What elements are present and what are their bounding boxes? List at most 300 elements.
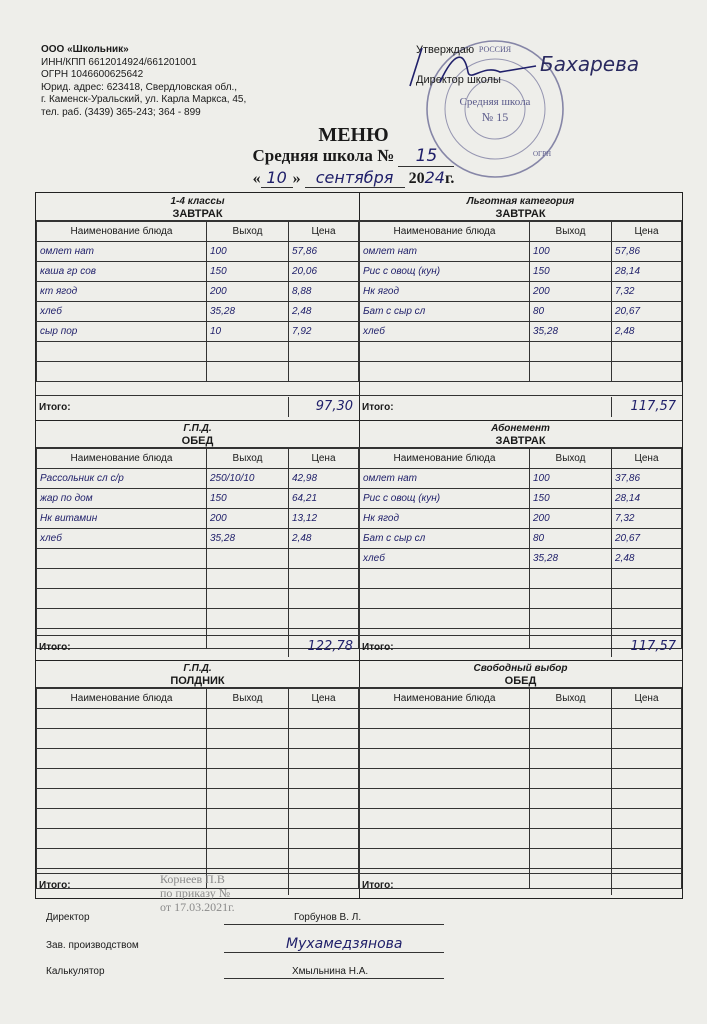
panel-meal: ЗАВТРАК xyxy=(495,435,546,447)
dish-output xyxy=(207,809,289,829)
dish-name: хлеб xyxy=(37,529,207,549)
dish-table xyxy=(36,688,359,889)
dish-price xyxy=(289,609,359,629)
table-row xyxy=(37,509,359,529)
table-row xyxy=(37,569,359,589)
dish-output xyxy=(207,849,289,869)
dish-name xyxy=(360,709,530,729)
dish-price: 13,12 xyxy=(289,509,359,529)
sign-name: Мухамедзянова xyxy=(286,936,403,952)
table-row xyxy=(37,489,359,509)
panel-header xyxy=(36,420,359,448)
table-row xyxy=(360,282,682,302)
table-row xyxy=(37,809,359,829)
menu-grid xyxy=(35,192,683,899)
panel-meal: ОБЕД xyxy=(181,435,214,447)
dish-name: омлет нат xyxy=(360,242,530,262)
dish-name: омлет нат xyxy=(360,469,530,489)
table-row xyxy=(360,262,682,282)
col-out-header: Выход xyxy=(530,222,612,242)
table-row xyxy=(37,789,359,809)
panel-category: Г.П.Д. xyxy=(183,423,212,434)
year-prefix: 20 xyxy=(408,170,425,187)
year-end: г. xyxy=(444,170,455,187)
dish-output: 200 xyxy=(530,509,612,529)
dish-name xyxy=(360,589,530,609)
dish-table xyxy=(359,688,682,889)
table-row xyxy=(360,469,682,489)
dish-output xyxy=(530,829,612,849)
dish-price: 20,67 xyxy=(612,529,682,549)
total-value-cell xyxy=(288,637,357,657)
dish-output: 200 xyxy=(207,282,289,302)
sign-row-production xyxy=(46,936,403,952)
table-row xyxy=(360,489,682,509)
dish-price xyxy=(612,749,682,769)
sign-row-calculator xyxy=(46,966,369,977)
panel-header xyxy=(359,193,682,221)
col-name-header: Наименование блюда xyxy=(360,222,530,242)
dish-output: 200 xyxy=(530,282,612,302)
dish-output xyxy=(207,829,289,849)
dish-price xyxy=(612,809,682,829)
date-line xyxy=(0,168,707,188)
dish-output xyxy=(207,769,289,789)
dish-price: 64,21 xyxy=(289,489,359,509)
approve-label: Утверждаю xyxy=(416,44,475,56)
dish-price: 2,48 xyxy=(612,549,682,569)
col-out-header: Выход xyxy=(207,449,289,469)
school-line xyxy=(0,146,707,167)
dish-name xyxy=(360,569,530,589)
panel-category: Льготная категория xyxy=(466,196,575,207)
col-out-header: Выход xyxy=(530,449,612,469)
org-address-2: г. Каменск-Уральский, ул. Карла Маркса, 45, xyxy=(41,94,247,106)
sign-row-director xyxy=(46,912,362,923)
column-header-row xyxy=(360,222,682,242)
menu-panel xyxy=(359,420,682,660)
dish-output xyxy=(207,789,289,809)
total-value-cell xyxy=(288,397,357,417)
panel-total xyxy=(36,635,359,660)
col-name-header: Наименование блюда xyxy=(37,449,207,469)
menu-title: МЕНЮ xyxy=(318,124,389,146)
dish-price xyxy=(289,829,359,849)
dish-name xyxy=(37,362,207,382)
table-row xyxy=(37,749,359,769)
dish-price: 28,14 xyxy=(612,262,682,282)
dish-output: 100 xyxy=(207,242,289,262)
table-row xyxy=(360,242,682,262)
table-row xyxy=(360,609,682,629)
table-row xyxy=(360,549,682,569)
dish-name: Рис с овощ (кун) xyxy=(360,489,530,509)
director-signature-scribble-icon xyxy=(404,42,544,92)
dish-output xyxy=(530,589,612,609)
column-header-row xyxy=(360,449,682,469)
table-row xyxy=(360,769,682,789)
dish-output xyxy=(207,589,289,609)
column-header-row xyxy=(360,689,682,709)
panel-category: 1-4 классы xyxy=(170,196,225,207)
sign-name: Горбунов В. Л. xyxy=(294,912,362,923)
dish-output: 35,28 xyxy=(207,302,289,322)
table-row xyxy=(37,769,359,789)
organization-block xyxy=(41,44,246,120)
dish-name: хлеб xyxy=(360,549,530,569)
dish-output xyxy=(530,849,612,869)
dish-name: Бат с сыр сл xyxy=(360,529,530,549)
total-value: 117,57 xyxy=(630,639,676,654)
total-value: 117,57 xyxy=(630,399,676,414)
faint-line-3: от 17.03.2021г. xyxy=(160,900,235,914)
dish-output: 35,28 xyxy=(530,322,612,342)
dish-name xyxy=(360,342,530,362)
panel-meal: ЗАВТРАК xyxy=(495,208,546,220)
total-label: Итого: xyxy=(39,642,71,653)
dish-price: 2,48 xyxy=(612,322,682,342)
table-row xyxy=(37,469,359,489)
col-name-header: Наименование блюда xyxy=(360,689,530,709)
org-name: ООО «Школьник» xyxy=(41,44,129,55)
dish-price: 42,98 xyxy=(289,469,359,489)
table-row xyxy=(360,342,682,362)
col-price-header: Цена xyxy=(289,689,359,709)
panel-header xyxy=(36,193,359,221)
table-row xyxy=(360,529,682,549)
sign-role: Калькулятор xyxy=(46,966,105,977)
table-row xyxy=(37,302,359,322)
dish-price xyxy=(612,589,682,609)
total-label: Итого: xyxy=(39,402,71,413)
dish-price xyxy=(612,849,682,869)
col-name-header: Наименование блюда xyxy=(37,222,207,242)
dish-price: 20,06 xyxy=(289,262,359,282)
dish-output xyxy=(530,749,612,769)
col-out-header: Выход xyxy=(530,689,612,709)
dish-output xyxy=(207,609,289,629)
dish-output xyxy=(530,362,612,382)
dish-output xyxy=(207,569,289,589)
col-out-header: Выход xyxy=(207,689,289,709)
dish-price xyxy=(612,729,682,749)
col-price-header: Цена xyxy=(289,449,359,469)
dish-name: хлеб xyxy=(360,322,530,342)
dish-price: 20,67 xyxy=(612,302,682,322)
panel-category: Абонемент xyxy=(491,423,550,434)
panel-total xyxy=(359,395,682,420)
dish-price xyxy=(289,709,359,729)
stamp-top-text: РОССИЯ xyxy=(478,45,512,54)
table-row xyxy=(37,282,359,302)
stamp-center-text: Средняя школа xyxy=(459,96,531,108)
dish-price xyxy=(289,589,359,609)
dish-price xyxy=(289,769,359,789)
table-row xyxy=(360,809,682,829)
dish-name: омлет нат xyxy=(37,242,207,262)
panel-total xyxy=(359,873,682,898)
dish-name xyxy=(37,589,207,609)
col-price-header: Цена xyxy=(612,449,682,469)
dish-price: 37,86 xyxy=(612,469,682,489)
table-row xyxy=(37,362,359,382)
school-prefix: Средняя школа № xyxy=(252,146,395,165)
faint-stamp xyxy=(160,872,235,914)
dish-output xyxy=(530,789,612,809)
panel-header xyxy=(36,660,359,688)
dish-name xyxy=(360,729,530,749)
dish-table xyxy=(359,221,682,382)
dish-output xyxy=(530,709,612,729)
dish-output: 250/10/10 xyxy=(207,469,289,489)
panel-category: Г.П.Д. xyxy=(183,663,212,674)
dish-name: кт ягод xyxy=(37,282,207,302)
panel-meal: ПОЛДНИК xyxy=(170,675,225,687)
stamp-number-text: № 15 xyxy=(481,110,509,124)
total-value-cell xyxy=(611,875,680,895)
panel-total xyxy=(36,395,359,420)
dish-name: хлеб xyxy=(37,302,207,322)
dish-output: 150 xyxy=(530,262,612,282)
table-row xyxy=(360,789,682,809)
dish-name xyxy=(37,829,207,849)
dish-price xyxy=(289,569,359,589)
dish-price: 7,92 xyxy=(289,322,359,342)
dish-price xyxy=(612,569,682,589)
dish-price xyxy=(289,749,359,769)
total-value-cell xyxy=(288,875,357,895)
table-row xyxy=(37,849,359,869)
quote-open: « xyxy=(252,170,261,187)
col-out-header: Выход xyxy=(207,222,289,242)
col-name-header: Наименование блюда xyxy=(360,449,530,469)
dish-name: Рис с овощ (кун) xyxy=(360,262,530,282)
dish-output xyxy=(530,769,612,789)
table-row xyxy=(37,242,359,262)
dish-price xyxy=(612,829,682,849)
dish-name: Нк ягод xyxy=(360,282,530,302)
dish-name xyxy=(360,769,530,789)
dish-name xyxy=(37,769,207,789)
panel-meal: ЗАВТРАК xyxy=(172,208,223,220)
col-price-header: Цена xyxy=(612,689,682,709)
dish-name: сыр пор xyxy=(37,322,207,342)
dish-output xyxy=(530,569,612,589)
total-value: 122,78 xyxy=(307,639,353,654)
dish-price: 2,48 xyxy=(289,302,359,322)
dish-price xyxy=(289,809,359,829)
dish-output xyxy=(207,549,289,569)
dish-price xyxy=(612,342,682,362)
col-price-header: Цена xyxy=(289,222,359,242)
dish-output: 80 xyxy=(530,529,612,549)
dish-name xyxy=(37,342,207,362)
dish-name xyxy=(360,749,530,769)
dish-output: 35,28 xyxy=(530,549,612,569)
dish-name xyxy=(360,609,530,629)
total-value-cell xyxy=(611,397,680,417)
column-header-row xyxy=(37,449,359,469)
org-phone: тел. раб. (3439) 365-243; 364 - 899 xyxy=(41,106,201,118)
dish-name: Рассольник сл с/р xyxy=(37,469,207,489)
dish-name: Нк витамин xyxy=(37,509,207,529)
dish-name xyxy=(37,549,207,569)
dish-price xyxy=(289,849,359,869)
date-month: сентября xyxy=(305,168,405,188)
panel-meal: ОБЕД xyxy=(504,675,537,687)
dish-price: 28,14 xyxy=(612,489,682,509)
approve-director: Директор школы xyxy=(416,74,501,86)
date-day: 10 xyxy=(261,168,293,188)
dish-output xyxy=(530,809,612,829)
dish-output: 150 xyxy=(207,262,289,282)
dish-price xyxy=(612,789,682,809)
table-row xyxy=(360,829,682,849)
dish-output xyxy=(530,609,612,629)
dish-output: 150 xyxy=(530,489,612,509)
dish-table xyxy=(359,448,682,649)
table-row xyxy=(37,322,359,342)
dish-price xyxy=(289,342,359,362)
total-label: Итого: xyxy=(362,880,394,891)
year-suffix: 24 xyxy=(424,168,445,187)
dish-name xyxy=(37,569,207,589)
total-label: Итого: xyxy=(362,402,394,413)
org-inn: ИНН/КПП 6612014924/661201001 xyxy=(41,56,197,68)
total-label: Итого: xyxy=(39,880,71,891)
dish-price: 2,48 xyxy=(289,529,359,549)
dish-price xyxy=(612,709,682,729)
table-row xyxy=(360,709,682,729)
dish-price: 8,88 xyxy=(289,282,359,302)
menu-panel xyxy=(359,660,682,898)
table-row xyxy=(37,529,359,549)
dish-name xyxy=(37,609,207,629)
dish-name: Бат с сыр сл xyxy=(360,302,530,322)
dish-output xyxy=(530,342,612,362)
menu-panel xyxy=(36,193,359,420)
table-row xyxy=(37,342,359,362)
dish-output: 80 xyxy=(530,302,612,322)
table-row xyxy=(360,729,682,749)
menu-panel xyxy=(36,420,359,660)
dish-output xyxy=(530,729,612,749)
dish-price xyxy=(612,362,682,382)
dish-output: 100 xyxy=(530,469,612,489)
panel-header xyxy=(359,420,682,448)
dish-name: жар по дом xyxy=(37,489,207,509)
table-row xyxy=(37,709,359,729)
dish-price: 7,32 xyxy=(612,509,682,529)
dish-name xyxy=(360,362,530,382)
col-price-header: Цена xyxy=(612,222,682,242)
panel-total xyxy=(359,635,682,660)
quote-close: » xyxy=(292,170,301,187)
dish-name: Нк ягод xyxy=(360,509,530,529)
sign-role: Зав. производством xyxy=(46,940,139,951)
dish-price: 57,86 xyxy=(289,242,359,262)
sign-role: Директор xyxy=(46,912,90,923)
panel-header xyxy=(359,660,682,688)
panel-category: Свободный выбор xyxy=(473,663,568,674)
table-row xyxy=(360,302,682,322)
dish-name xyxy=(37,849,207,869)
table-row xyxy=(37,262,359,282)
dish-name xyxy=(37,789,207,809)
faint-line-1: Корнеев П.В xyxy=(160,872,225,886)
table-row xyxy=(37,609,359,629)
column-header-row xyxy=(37,222,359,242)
table-row xyxy=(360,589,682,609)
menu-panel xyxy=(36,660,359,898)
dish-output: 100 xyxy=(530,242,612,262)
dish-output xyxy=(207,749,289,769)
dish-output: 10 xyxy=(207,322,289,342)
dish-price xyxy=(289,789,359,809)
dish-price: 7,32 xyxy=(612,282,682,302)
dish-name xyxy=(360,829,530,849)
dish-output: 35,28 xyxy=(207,529,289,549)
dish-name xyxy=(360,849,530,869)
table-row xyxy=(360,509,682,529)
col-name-header: Наименование блюда xyxy=(37,689,207,709)
dish-output xyxy=(207,729,289,749)
director-signature: Бахарева xyxy=(540,52,640,76)
table-row xyxy=(360,569,682,589)
total-value: 97,30 xyxy=(315,399,353,414)
dish-price xyxy=(289,549,359,569)
table-row xyxy=(37,549,359,569)
dish-price xyxy=(612,769,682,789)
stamp-ogrn-text: ОГРН xyxy=(532,150,552,158)
school-number: 15 xyxy=(398,146,454,167)
dish-name xyxy=(360,789,530,809)
faint-line-2: по приказу № xyxy=(160,886,231,900)
sign-name: Хмыльнина Н.А. xyxy=(292,966,369,977)
dish-name xyxy=(360,809,530,829)
total-value-cell xyxy=(611,637,680,657)
table-row xyxy=(360,849,682,869)
dish-name: каша гр сов xyxy=(37,262,207,282)
dish-name xyxy=(37,749,207,769)
dish-output: 150 xyxy=(207,489,289,509)
total-label: Итого: xyxy=(362,642,394,653)
table-row xyxy=(37,589,359,609)
dish-price: 57,86 xyxy=(612,242,682,262)
org-address-1: Юрид. адрес: 623418, Свердловская обл., xyxy=(41,81,238,93)
dish-output: 200 xyxy=(207,509,289,529)
dish-output xyxy=(207,342,289,362)
dish-price xyxy=(289,729,359,749)
table-row xyxy=(360,362,682,382)
dish-table xyxy=(36,448,359,649)
table-row xyxy=(360,322,682,342)
table-row xyxy=(360,749,682,769)
column-header-row xyxy=(37,689,359,709)
dish-output xyxy=(207,709,289,729)
menu-panel xyxy=(359,193,682,420)
dish-output xyxy=(207,362,289,382)
table-row xyxy=(37,829,359,849)
dish-name xyxy=(37,709,207,729)
dish-name xyxy=(37,809,207,829)
dish-name xyxy=(37,729,207,749)
dish-price xyxy=(289,362,359,382)
org-ogrn: ОГРН 1046600625642 xyxy=(41,69,144,81)
dish-price xyxy=(612,609,682,629)
table-row xyxy=(37,729,359,749)
dish-table xyxy=(36,221,359,382)
